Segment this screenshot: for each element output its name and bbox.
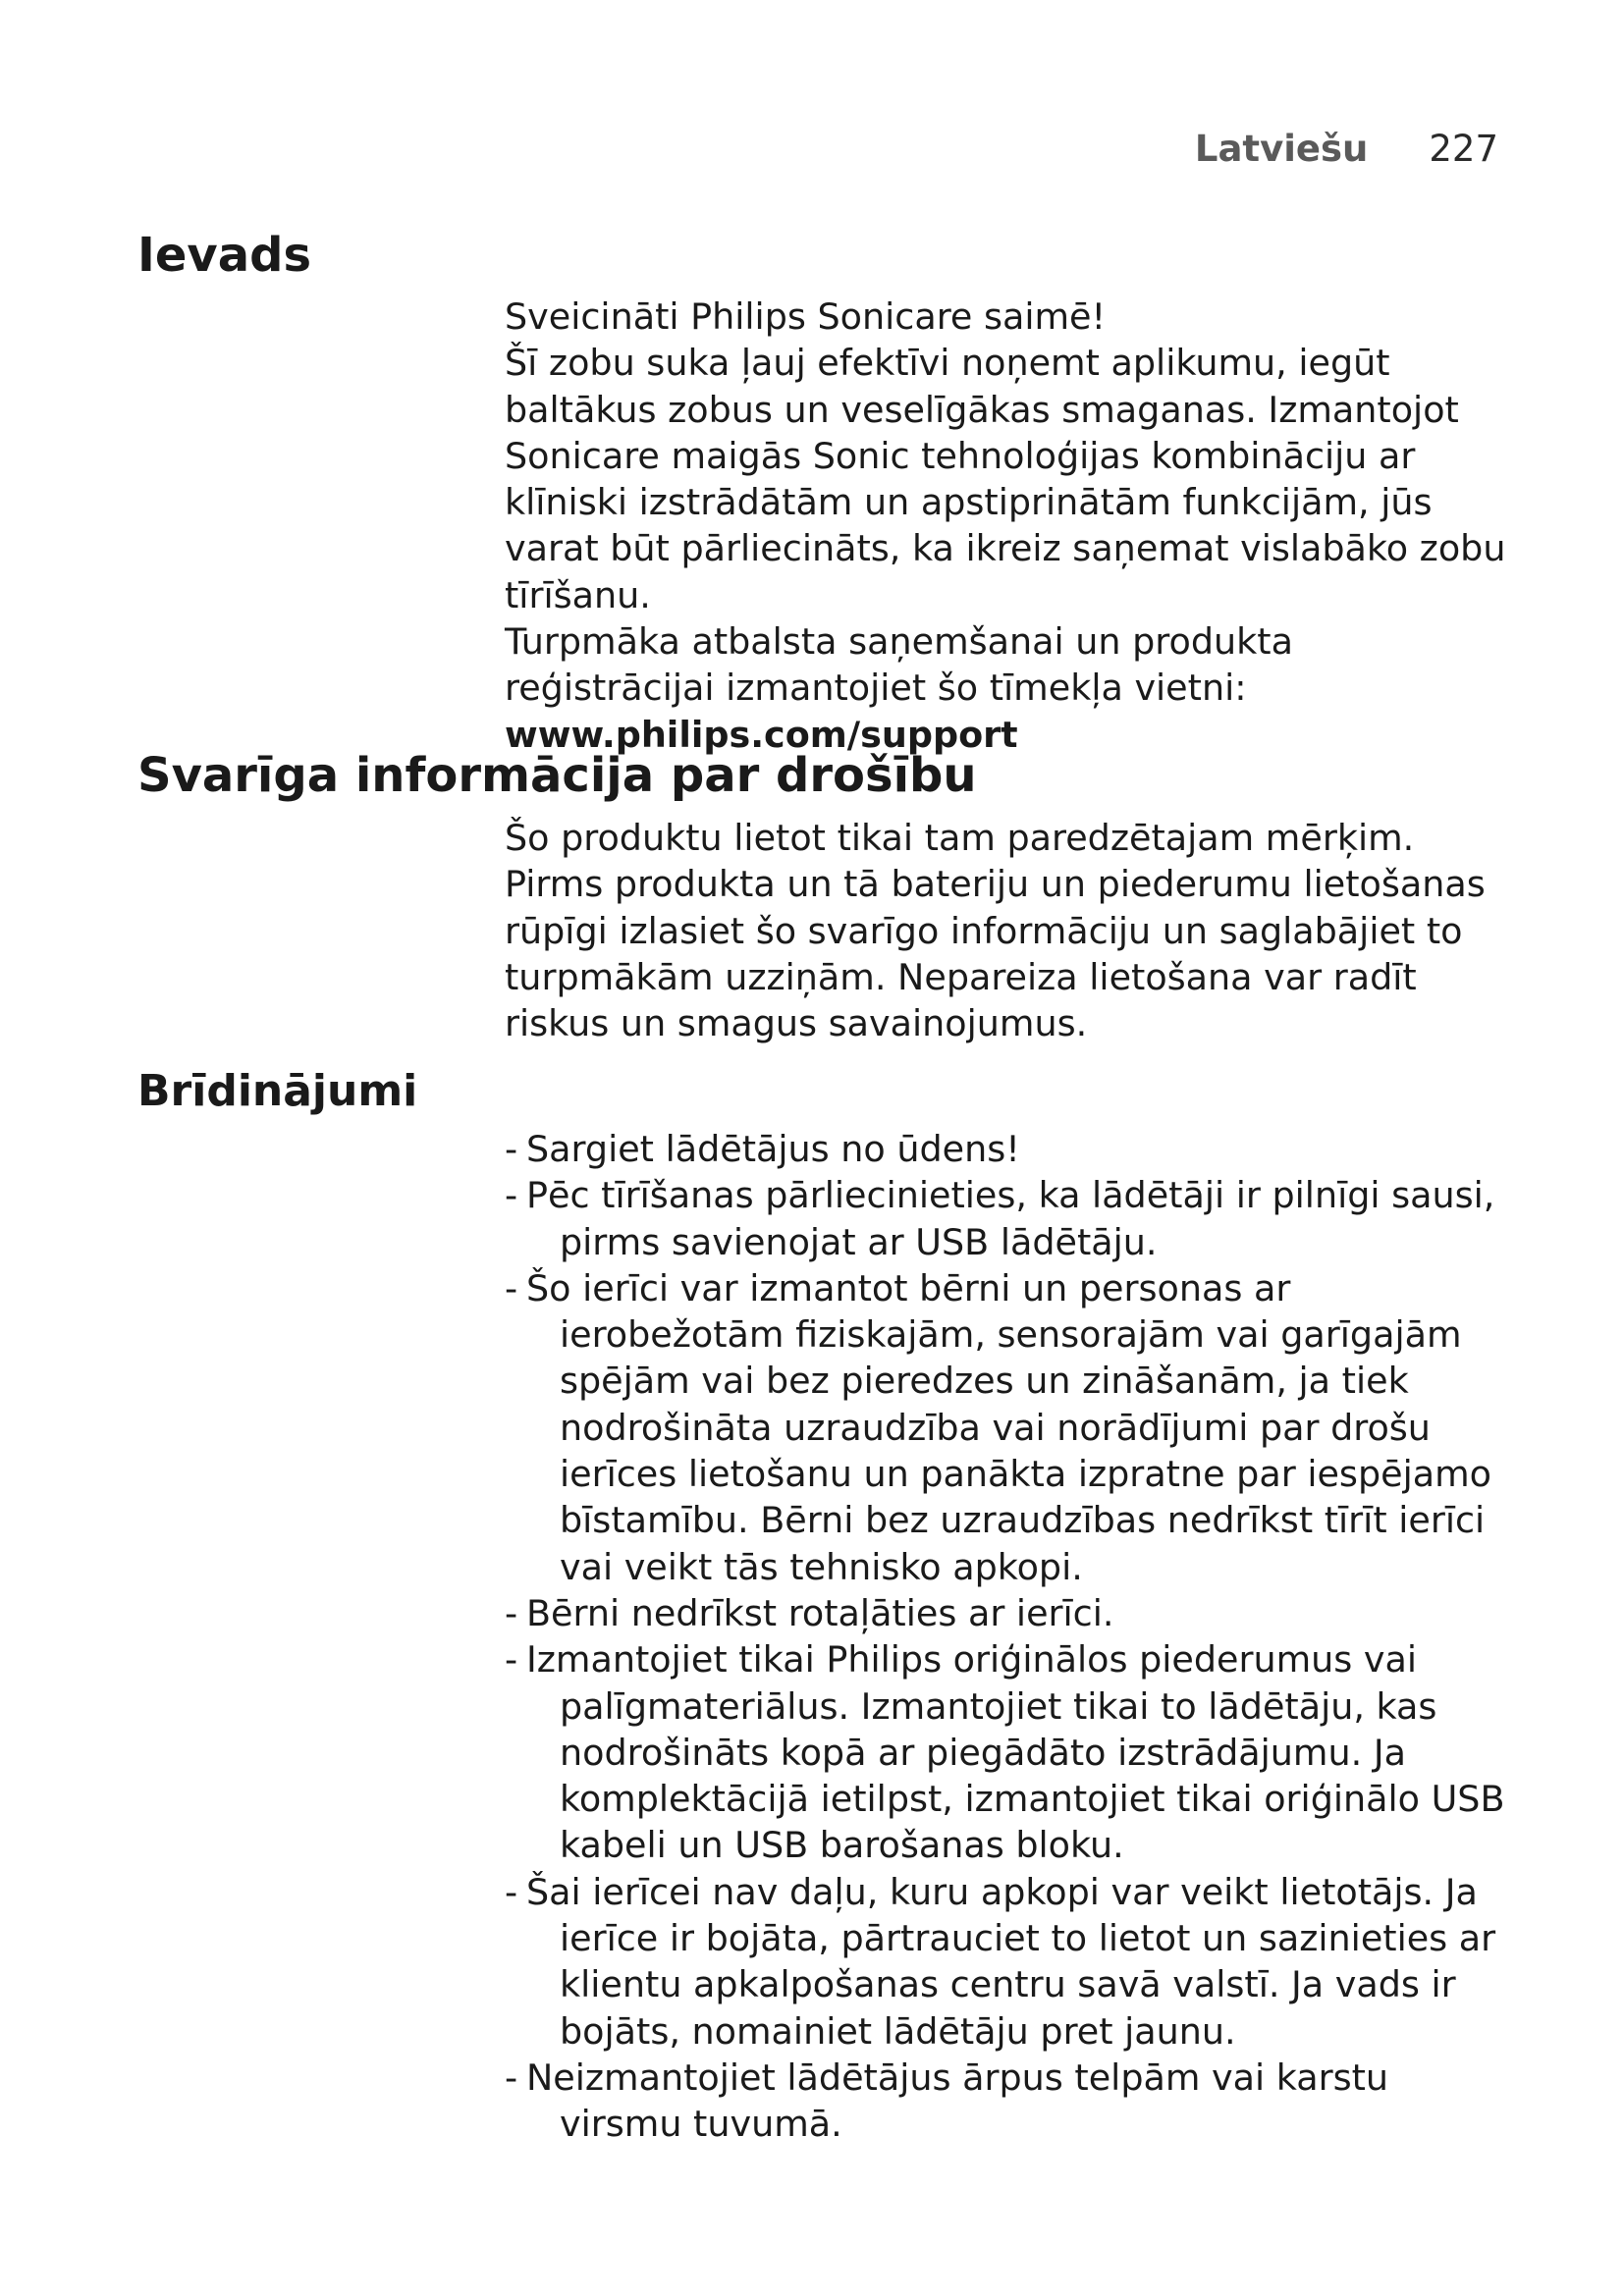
- safety-paragraph: Šo produktu lietot tikai tam paredzētajam mērķim. Pirms produkta un tā bateriju un piederumu lietošanas rūpīgi izlasiet šo svarīgo informāciju un saglabājiet to turpmākām uzziņām. Nepareiza lietošana var radīt riskus un smagus savainojumus.: [505, 817, 1486, 1045]
- warning-item: [505, 1126, 1506, 1172]
- warning-text: Šai ierīcei nav daļu, kuru apkopi var veikt lietotājs. Ja ierīce ir bojāta, pārtrauciet to lietot un sazinieties ar klientu apkalpošanas centru savā valstī. Ja vads ir bojāts, nomainiet lādētāju pret jaunu.: [526, 1870, 1496, 2053]
- support-link[interactable]: www.philips.com/support: [505, 713, 1018, 756]
- warning-text: Izmantojiet tikai Philips oriģinālos piederumus vai palīgmateriālus. Izmantojiet tikai to lādētāju, kas nodrošināts kopā ar piegādāto izstrādājumu. Ja komplektācijā ietilpst, izmantojiet tikai oriģinālo USB kabeli un USB barošanas bloku.: [526, 1638, 1505, 1867]
- warning-text: Sargiet lādētājus no ūdens!: [526, 1128, 1020, 1170]
- header-language: Latviešu: [1194, 128, 1369, 170]
- bullet-dash: -: [505, 1128, 518, 1170]
- bullet-dash: -: [505, 1638, 518, 1682]
- bullet-dash: -: [505, 1174, 518, 1217]
- warning-text: Neizmantojiet lādētājus ārpus telpām vai karstu virsmu tuvumā.: [526, 2056, 1389, 2146]
- warning-text: Šo ierīci var izmantot bērni un personas ar ierobežotām fiziskajām, sensorajām vai garīgajām spējām vai bez pieredzes un zināšanām, ja tiek nodrošināta uzraudzība vai norādījumi par drošu ierīces lietošanu un panākta izpratne par iespējamo bīstamību. Bērni bez uzraudzības nedrīkst tīrīt ierīci vai veikt tās tehnisko apkopi.: [526, 1266, 1491, 1588]
- warning-text: Pēc tīrīšanas pārliecinieties, ka lādētāji ir pilnīgi sausi, pirms savienojat ar USB lādētāju.: [526, 1174, 1495, 1263]
- warnings-list: [505, 1126, 1506, 2148]
- warning-text: Bērni nedrīkst rotaļāties ar ierīci.: [526, 1591, 1114, 1634]
- support-text: Turpmāka atbalsta saņemšanai un produkta reģistrācijai izmantojiet šo tīmekļa vietni:: [505, 620, 1293, 710]
- warning-item: [505, 1590, 1506, 1636]
- intro-heading: Ievads: [137, 228, 312, 283]
- warning-item: [505, 2055, 1506, 2148]
- bullet-dash: -: [505, 1591, 518, 1634]
- bullet-dash: -: [505, 1266, 518, 1309]
- warning-item: [505, 1636, 1506, 1868]
- intro-body: [505, 294, 1506, 758]
- bullet-dash: -: [505, 1870, 518, 1913]
- warning-item: [505, 1869, 1506, 2055]
- warning-item: [505, 1172, 1506, 1265]
- page-number: 227: [1429, 128, 1498, 170]
- intro-support: [505, 618, 1506, 758]
- safety-body: [505, 815, 1506, 1046]
- safety-heading: Svarīga informācija par drošību: [137, 748, 977, 803]
- page-header: [1195, 128, 1498, 170]
- warnings-heading: Brīdinājumi: [137, 1066, 418, 1116]
- warning-item: [505, 1265, 1506, 1590]
- bullet-dash: -: [505, 2056, 518, 2099]
- intro-greeting: Sveicināti Philips Sonicare saimē!: [505, 295, 1107, 338]
- intro-paragraph: Šī zobu suka ļauj efektīvi noņemt aplikumu, iegūt baltākus zobus un veselīgākas smaganas. Izmantojot Sonicare maigās Sonic tehnoloģijas kombināciju ar klīniski izstrādātām un apstiprinātām funkcijām, jūs varat būt pārliecināts, ka ikreiz saņemat vislabāko zobu tīrīšanu.: [505, 342, 1506, 616]
